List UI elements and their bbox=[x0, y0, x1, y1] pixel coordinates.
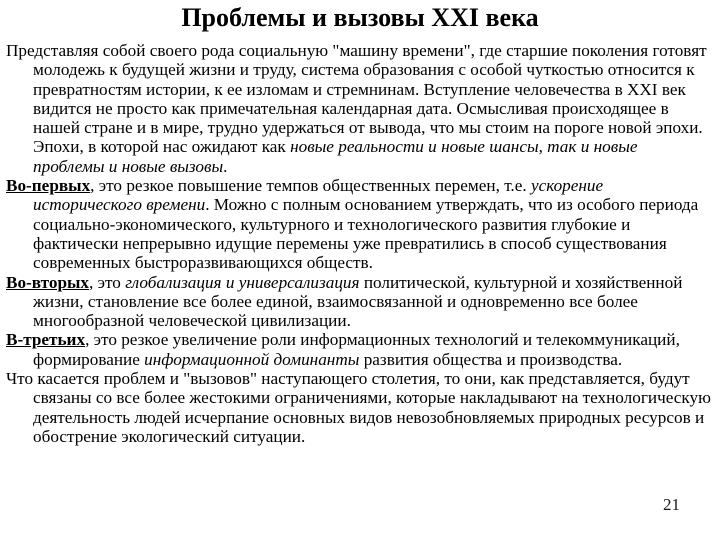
first-point-paragraph bbox=[6, 176, 712, 272]
third-point-paragraph bbox=[6, 330, 712, 369]
third-point-lead: В-третьих bbox=[6, 330, 86, 350]
first-point-text-1: , это резкое повышение темпов общественных перемен, т.е. bbox=[90, 176, 531, 196]
second-point-text-2: политической, культурной и хозяйственной жизни, становление все более единой, взаимосвязанной и одновременно все более многообразной человеческой цивилизации. bbox=[33, 272, 683, 331]
slide-title: Проблемы и вызовы XXI века bbox=[181, 3, 539, 32]
intro-paragraph bbox=[6, 41, 712, 176]
second-point-text-1: , это bbox=[89, 272, 126, 292]
first-point-emphasis: ускорение исторического времени bbox=[33, 176, 604, 215]
page-number: 21 bbox=[663, 495, 680, 514]
second-point-lead: Во-вторых bbox=[6, 272, 90, 292]
third-point-emphasis: информационной доминанты bbox=[144, 349, 360, 369]
third-point-text-2: развития общества и производства. bbox=[359, 349, 623, 369]
first-point-lead: Во-первых bbox=[6, 176, 91, 196]
closing-text: Что касается проблем и "вызовов" наступающего столетия, то они, как представляется, будут связаны со все более жестокими ограничениями, которые накладывают на технологическую деятельность людей исчерпание основных видов невозобновляемых природных ресурсов и обострение экологический ситуации. bbox=[6, 369, 711, 446]
third-point-text-1: , это резкое увеличение роли информационных технологий и телекоммуникаций, формирование bbox=[33, 330, 680, 369]
slide-body bbox=[6, 41, 712, 446]
intro-end: . bbox=[223, 156, 228, 176]
intro-text: Представляя собой своего рода социальную "машину времени", где старшие поколения готовят молодежь к будущей жизни и труду, система образования с особой чуткостью относится к превратностям истории, к ее изломам и стремнинам. Вступление человечества в XXI век видится не просто как примечательная календарная дата. Осмысливая происходящее в нашей стране и в мире, трудно удержаться от вывода, что мы стоим на пороге новой эпохи. Эпохи, в которой нас ожидают как bbox=[6, 41, 707, 157]
first-point-text-2: . Можно с полным основанием утверждать, что из особого периода социально-экономического, культурного и технологического развития глубокие и фактически непрерывно идущие перемены уже превратились в способ существования современных быстроразвивающихся обществ. bbox=[33, 195, 699, 273]
second-point-paragraph bbox=[6, 273, 712, 331]
closing-paragraph bbox=[6, 369, 712, 446]
second-point-emphasis: глобализация и универсализация bbox=[125, 272, 360, 292]
intro-emphasis: новые реальности и новые шансы, так и новые проблемы и новые вызовы bbox=[33, 137, 638, 176]
